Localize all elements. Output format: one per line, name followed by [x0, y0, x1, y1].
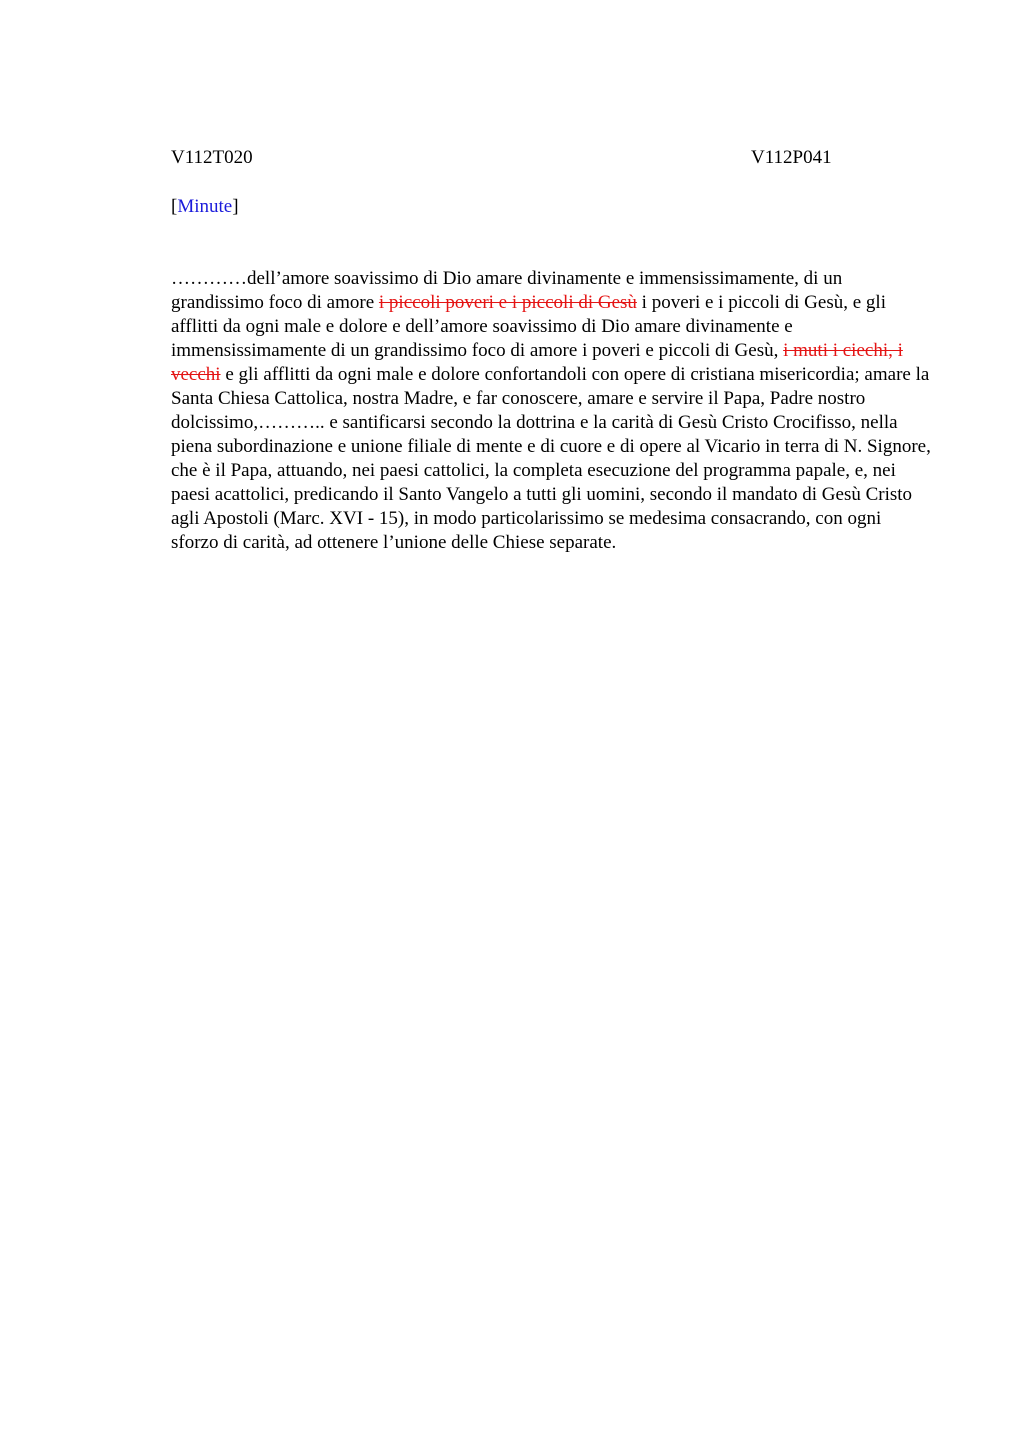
deleted-text: i muti i ciechi, i vecchi: [171, 340, 903, 385]
body-text-segment: e gli afflitti da ogni male e dolore confortandoli con opere di cristiana misericordia; amare la Santa Chiesa Cattolica, nostra Madre, e far conoscere, amare e servire il Papa, Padre nostro dolcissimo,……….. e santificarsi secondo la dottrina e la carità di Gesù Cristo Crocifisso, nella piena subordinazione e unione filiale di mente e di cuore e di opere al Vicario in terra di N. Signore, che è il Papa, attuando, nei paesi cattolici, la completa esecuzione del programma papale, e, nei paesi acattolici, predicando il Santo Vangelo a tutti gli uomini, secondo il mandato di Gesù Cristo agli Apostoli (Marc. XVI - 15), in modo particolarissimo se medesima consacrando, con ogni sforzo di carità, ad ottenere l’unione delle Chiese separate.: [171, 364, 931, 553]
body-paragraph: [171, 267, 931, 555]
body-text-segment: i poveri e i piccoli di Gesù, e gli afflitti da ogni male e dolore e dell’amore soavissimo di Dio amare divinamente e immensissimamente di un grandissimo foco di amore i poveri e piccoli di Gesù,: [171, 292, 886, 361]
minute-link[interactable]: Minute: [177, 196, 233, 217]
document-page: [171, 146, 931, 574]
text-code: V112T020: [171, 147, 253, 168]
body-text-segment: …………dell’amore soavissimo di Dio amare divinamente e immensissimamente, di un grandissimo foco di amore: [171, 268, 843, 313]
section-label: [171, 195, 931, 219]
deleted-text: i piccoli poveri e i piccoli di Gesù: [378, 292, 637, 313]
document-header: [171, 146, 931, 170]
bracket-close: ]: [232, 196, 239, 217]
bracket-open: [: [171, 196, 178, 217]
page-code: V112P041: [751, 147, 832, 168]
